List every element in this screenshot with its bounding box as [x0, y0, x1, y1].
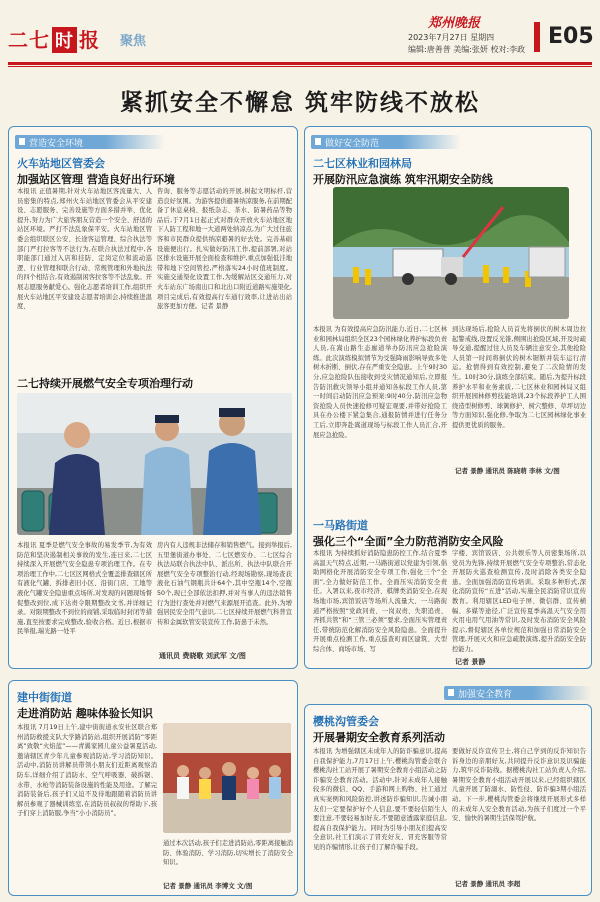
- masthead-right: 报: [79, 28, 100, 52]
- article-text-col2: 到达现场后,抢险人员首先将倒伏的树木周边拉起警戒线,设置反光锥,侧围出抢险区域,开及时疏导交通,提醒过往人员及车辆注意安全,其他抢险人员第一时间将倒伏的树木锯断并装车运行清运。抢情得到有效控制,避免了二次险情的发生。10时30分,演练全部结束。随后,为提升标段养护水平和业务素质,二七区林业和园林局又组织开展园林修剪技能培训,23个标段养护工人围绕造型树修剪、球篱修护、树穴整修、草坪切边等方面知识,强化修,争取为二七区园林绿化事业提供更优质的服务。: [452, 326, 586, 429]
- article-subtitle: 走进消防站 趣味体验长知识: [17, 707, 153, 720]
- article-byline: 记者 景静 通讯员 李超: [455, 880, 521, 888]
- article-subtitle-yimalu: 强化三个“全面”全力防范消防安全风险: [313, 535, 504, 548]
- panel-tag: 营造安全环境: [15, 135, 165, 149]
- page-number: E05: [548, 24, 594, 49]
- article-text-col4: 房内有人违规非法储存和销售燃气。接到举报后,五里堡街道办事处、二七区燃安办、二七区综合执法局联合执法中队、派出所、执法中队联合开展燃气安全专项整治行动,经现场勘察,现场查获液化石油气钢瓶共计64个,其中空瓶14个,空瓶50个,现已全部依法扣押,并对当事人的违法销售行为进行查处并对燃气来源展开追查。此外,为增强居民安全用气意识,二七区持续开展燃气科普宣传和金属软管安装宣传工作,防患于未然。: [157, 542, 292, 626]
- masthead-left: 二七: [8, 28, 50, 52]
- article-text-col1: 本报讯 正值暑期,针对火车站地区客流量大、人员密集的特点,郑州火车站地区管委会从平安建设、志愿服务、完善设施等方面多措并举、优化提升,努力为广大旅客朋友营造一个安全、舒适的站区环境。严打不法乱象保平安。火车站地区管委会组织联区公安、长途客运管理、综合执法等部门严打拉客等不法行为,在联合执法过程中,各职能部门通过入店和挂防、定岗定位和流动巡逻、行业管理和联合行动、常规管理和外地执法的四个相结合,有效遏制闲客拉客等不法乱象。开展志愿服务献爱心。强化志愿者培训工作,组织开展火车站地区平安建设志愿者培训会,持续推进温度、: [17, 188, 152, 311]
- article-text-col2: 通过本次活动,孩子们走进消防站,零距离接触消防、体验消防、学习消防,切实增长了消防安全知识。: [163, 840, 293, 867]
- masthead: [8, 24, 100, 53]
- article-text-col2: 要做好反诈宣传卫士,将自己学到的反诈知识告诉身边的亲朋好友,共同提升反诈意识及识骗能力,筑牢反诈防线。据樱桃沟社工站负责人介绍,暑期安全教育小组活动开展以来,已经组织辖区儿童开展了防溺水、防性侵、防诈骗3期小组活动。下一步,樱桃沟管委会将继续开展形式多样的未成年人安全教育活动,为孩子们度过一个平安、愉快的暑期生活保驾护航。: [452, 748, 586, 823]
- header-rule-thin: [8, 66, 592, 67]
- article-byline: 通讯员 费晓歌 刘武军 文/图: [159, 652, 246, 660]
- article-subtitle: 开展防汛应急演练 筑牢汛期安全防线: [313, 173, 493, 186]
- panel-tag: 加强安全教育: [444, 686, 592, 700]
- article-text-col1: 本报讯 为增强辖区未成年人的防诈骗意识,提高自我保护能力,7月17日上午,樱桃沟管委会联合樱桃沟社工站开展了暑期安全教育小组活动之防诈骗安全教育活动。活动中,针对未成年人接触较多的微信、QQ、手游和网上购物、社工通过真实案例和风险防控,讲述防诈骗知识,告诫小朋友们一定要保护好个人信息,要不要轻信陌生人要注意,不要轻易加好友,不要随意透露家庭信息,提高自我保护能力。同时为引导小朋友们提高安全意识,社工们演示了冒充好友、冒充客服等常见的诈骗情形,让孩子们了解诈骗手段。: [313, 748, 447, 851]
- header-rule: [8, 62, 592, 65]
- issue-date: 2023年7月27日 星期四: [408, 33, 495, 42]
- page-number-bar: [534, 22, 540, 52]
- fire-station-photo: [163, 723, 291, 833]
- article-title: 建中街街道: [17, 691, 72, 704]
- article-title: 火车站地区管委会: [17, 157, 105, 170]
- article-text-col2: 咨询、服务等志愿活动的开展,树起文明标杆,营造良好氛围。为游客提供避暑纳凉服务,在前期配备了休息桌椅、报纸杂志、茶水、防暑药品等物品后,于7月1日起正式对群众开放火车站地区地下人防工程和地一大道两处纳凉点,为广大过往旅客和市民群众提供纳凉避暑的好去处。完善基础设施便出行。扎实做好防汛工作,提前部署,对站区排水设施开展全面检查和维护,重点加强低洼地带和地下空间管控,严格落实24小时值班制度。实施交通渠化设置工作,为缓解站区交通压力,对火车站东广场南出口和北出口附近道路实施渠化,项目完成后,有效提高行车通行效率,让进站出站旅客更加方便。记者 景静: [157, 188, 292, 311]
- article-subtitle: 开展暑期安全教育系列活动: [313, 731, 445, 744]
- article-title-yimalu: 一马路街道: [313, 519, 368, 532]
- article-text-col3: 本报讯 为持续抓好消防隐患防控工作,结合夏季高温天气特点,近期,一马路街道以党建为引领,倡助网格化开展消防安全专项工作,强化三个“全面”,全力做好防范工作。全面压实消防安全责任。入署以来,夜市经济、棋牌类消防安全,在现场地市场,宾馆饭店等场所人流量大、一马路街道严格按照“党政同责、一岗双责、失职追责、齐抓共管”和“三管三必须”要求,全面压实管理责任,带统防范化解消防安全风险隐患。全面提升开展重点检测工作,重点巡查町商区建筑、大型综合体、商场市场、写: [313, 550, 447, 653]
- flood-drill-photo: [333, 187, 569, 319]
- editors-line: 编辑:唐善普 美编:张妍 校对:李政: [408, 45, 526, 54]
- article-byline: 记者 景静 通讯员 李博文 文/图: [163, 882, 253, 890]
- page-headline: 紧抓安全不懈怠 筑牢防线不放松: [119, 89, 480, 116]
- article-panel-railway: [8, 126, 298, 669]
- article-text-col1: 本报讯 为有效提高应急防汛能力,近日,二七区林业和园林局组织全区23个园林绿化养护标段负责人员,在嵩山路生态廊道举办防汛应急抢险演练。此次演练模拟情节为受强降雨影响导致多处树木折断、倒伏,存在严重安全隐患。上午9时30分,应急抢险队伍接收到受灾情况通知后,立即报告防汛救灾领导小组并通知各标段工作人员,第一时间启动防汛应急预案:9时40分,防汛应急物资抢险人员快速抢修可疑宏观要,并带好抢险工具在办公楼下紧急集合,通报防情并进行任务分工后,立即奔赴嵩道现场与标段工作人员汇合,开展应急抢险。: [313, 326, 447, 439]
- section-name: 聚焦: [120, 34, 147, 49]
- article-text-col4: 字楼、宾馆饭店、公共娱乐等人员密集场所,以党员为先锋,持续开展燃气安全专项整治,常态化开展防火巡查检测宣传,及时消除各类安全隐患。全面加强消防宣传培训。采取多种形式,深化消防宣传“五进”活动,实施全民消防常识宣传教育。利用辖区LED电子屏、微信群、宣传横幅、多媒等途径,广泛宣传夏季高温天气安全用火用电用气用油等常识,及时发布消防安全风险提示,督促辖区各单位规范和加强日常消防安全管理,开展灭火和应急疏散演练,提升消防安全防控能力。: [452, 550, 586, 653]
- article-byline: 记者 景静: [455, 658, 486, 666]
- article-text-col3: 本报讯 夏季是燃气安全事故的易发季节,为有效防范和坚决遏制相关事故的发生,连日来,二七区持续深入开展燃气安全隐患专项治理工作。在专项治理工作中,二七区区网格式全覆盖排查辖区所有液化气罐、拆排老旧小区、沿街门店、工地等液化气罐安全隐患重点场所,对发现的问题现场督促整改到位,成下达责令限期整改文书,并详细记录。对限期整改不到位的商铺,采取临时封闭等措施,直至按要求完成整改,验收合格。近日,根据市民举报,瑞光路一处平: [17, 542, 152, 636]
- panel-tag: 做好安全防范: [311, 135, 461, 149]
- article-title: 樱桃沟管委会: [313, 715, 379, 728]
- article-panel-jianzhong: [8, 680, 298, 896]
- article-byline: 记者 景静 通讯员 陈晓萌 李林 文/图: [455, 467, 560, 475]
- article-panel-forestry: [304, 126, 592, 669]
- article-panel-yingtaogou: [304, 704, 592, 896]
- article-title-gas: 二七持续开展燃气安全专项治理行动: [17, 371, 292, 391]
- gas-inspection-photo: [17, 393, 292, 535]
- article-text-col1: 本报讯 7月19日上午,建中街街道永安社区联合郑州消防救援支队大学路消防站,组织开展消防“零距离”致敬“火焰蓝”——青翼家园儿童公益暑夏活动,邀请辖区青少年儿童参观消防站,学习消防知识。活动中,消防员讲解员带领小朋友们近距离观察消防车,详细介绍了消防水、空气呼吸器、破拆锯、水带、水枪等消防装备设施的性能及用途。了解完消防装备后,孩子们又迫不及待地跟随着消防员讲解员参观了器械训练室,在消防员叔叔的帮助下,孩子们穿上消防服,争当“小小消防员”。: [17, 724, 157, 818]
- page-header: [8, 6, 592, 60]
- article-subtitle: 加强站区管理 营造良好出行环境: [17, 173, 175, 186]
- masthead-box: 时: [52, 27, 77, 53]
- article-title: 二七区林业和园林局: [313, 157, 412, 170]
- newspaper-logo: 郑州晚报: [428, 16, 481, 31]
